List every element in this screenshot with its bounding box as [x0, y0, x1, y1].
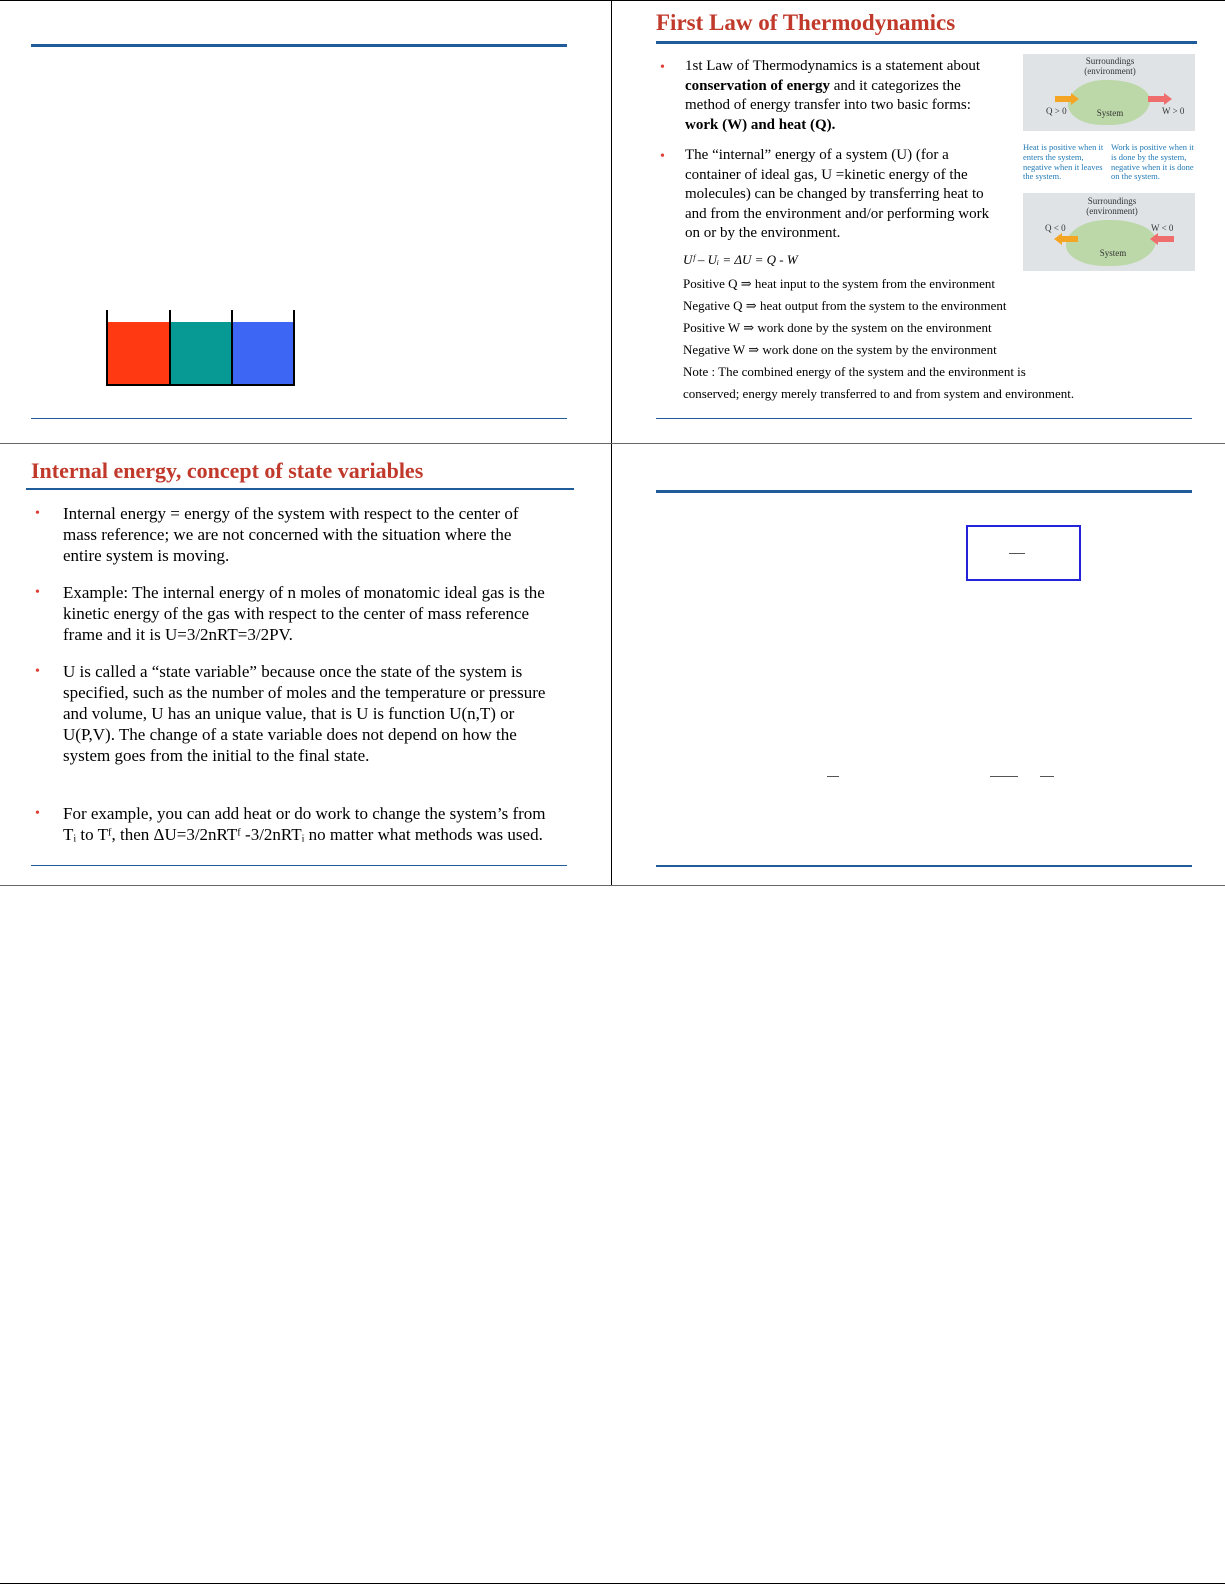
slide-1-top-rule — [31, 44, 567, 47]
bullet-icon: • — [35, 806, 40, 821]
slide-3-bullet-2: Example: The internal energy of n moles of monatomic ideal gas is the kinetic energy of the gas with respect to the center of mass reference frame and it is U=3/2nRT=3/2PV. — [63, 583, 545, 644]
w-positive-label: W > 0 — [1162, 106, 1185, 116]
system-label-top: System — [1096, 108, 1124, 118]
slide-2-top-rule — [656, 41, 1197, 44]
container-compartment-red — [108, 322, 170, 384]
negative-w-line: Negative W ⇒ work done on the system by the environment — [683, 342, 997, 357]
first-law-equation: Uᶠ – Uᵢ = ΔU = Q - W — [683, 252, 798, 267]
work-out-arrow-icon — [1148, 96, 1164, 102]
system-label-bottom: System — [1099, 248, 1127, 258]
surroundings-label-bottom: Surroundings (environment) — [1086, 196, 1138, 216]
container-compartment-teal — [170, 322, 232, 384]
positive-w-line: Positive W ⇒ work done by the system on the environment — [683, 320, 992, 335]
w-negative-label: W < 0 — [1151, 223, 1174, 233]
fraction-bar — [827, 776, 839, 777]
fraction-bar — [1009, 553, 1025, 554]
heat-in-arrowhead-icon — [1071, 93, 1079, 105]
fraction-bar — [1040, 776, 1054, 777]
slide-2-bullet-1: 1st Law of Thermodynamics is a statement about conservation of energy and it categorizes the method of energy transfer into two basic forms: work (W) and heat (Q). — [685, 58, 981, 133]
container-partition-2 — [231, 310, 233, 384]
slide-3-title: Internal energy, concept of state variables — [31, 458, 424, 483]
slide-1-bottom-rule — [31, 418, 567, 419]
heat-sign-caption: Heat is positive when it enters the system, negative when it leaves the system. — [1023, 142, 1104, 182]
negative-q-line: Negative Q ⇒ heat output from the system to the environment — [683, 298, 1007, 313]
page-footer-line — [0, 1583, 1225, 1584]
note-line-2: conserved; energy merely transferred to and from system and environment. — [683, 386, 1075, 401]
heat-in-arrow-icon — [1055, 96, 1071, 102]
work-sign-caption: Work is positive when it is done by the system, negative when it is done on the system. — [1111, 142, 1194, 182]
container-wall-right — [293, 310, 295, 386]
container-partition-1 — [169, 310, 171, 384]
container-bottom — [106, 384, 295, 386]
slide-3-bullet-4: For example, you can add heat or do work to change the system’s from Tᵢ to Tᶠ, then ΔU=3/2nRTᶠ -3/2nRTᵢ no matter what methods was used. — [63, 804, 546, 844]
slide-2-bottom-rule — [656, 418, 1192, 419]
page-bottom-divider — [0, 885, 1225, 886]
bullet-icon: • — [660, 60, 665, 75]
bullet-icon: • — [660, 149, 665, 164]
slide-3-bullet-3: U is called a “state variable” because once the state of the system is specified, such as the number of moles and the temperature or pressure and volume, U has an unique value, that is U is function U(n,T) or U(P,V). The change of a state variable does not depend on how the system goes from the initial to the final state. — [63, 662, 546, 765]
bullet-icon: • — [35, 585, 40, 600]
slide-3-bullet-1: Internal energy = energy of the system with respect to the center of mass reference; we are not concerned with the situation where the entire system is moving. — [63, 504, 519, 565]
slide-4-bottom-rule — [656, 865, 1192, 867]
fraction-bar — [990, 776, 1018, 777]
note-line-1: Note : The combined energy of the system and the environment is — [683, 364, 1026, 379]
surroundings-label-top: Surroundings (environment) — [1084, 56, 1136, 76]
slide-2-bullet-2: The “internal” energy of a system (U) (for a container of ideal gas, U =kinetic energy of the molecules) can be changed by transferring heat to and from the environment and/or performing work on or by the environment. — [685, 147, 990, 241]
work-out-arrowhead-icon — [1164, 93, 1172, 105]
container-compartment-blue — [232, 322, 294, 384]
heat-out-arrowhead-icon — [1054, 233, 1062, 245]
container-wall-left — [106, 310, 108, 386]
q-positive-label: Q > 0 — [1046, 106, 1067, 116]
q-negative-label: Q < 0 — [1045, 223, 1066, 233]
slide-3-top-rule — [26, 488, 574, 490]
bullet-icon: • — [35, 506, 40, 521]
page-top-border — [0, 0, 1225, 1]
heat-out-arrow-icon — [1062, 236, 1078, 242]
slide-3-bottom-rule — [31, 865, 567, 866]
work-in-arrowhead-icon — [1150, 233, 1158, 245]
work-in-arrow-icon — [1158, 236, 1174, 242]
bullet-icon: • — [35, 664, 40, 679]
page-middle-divider — [0, 443, 1225, 444]
slide-4-top-rule — [656, 490, 1192, 493]
slide-2-title: First Law of Thermodynamics — [656, 10, 956, 35]
positive-q-line: Positive Q ⇒ heat input to the system from the environment — [683, 276, 996, 291]
